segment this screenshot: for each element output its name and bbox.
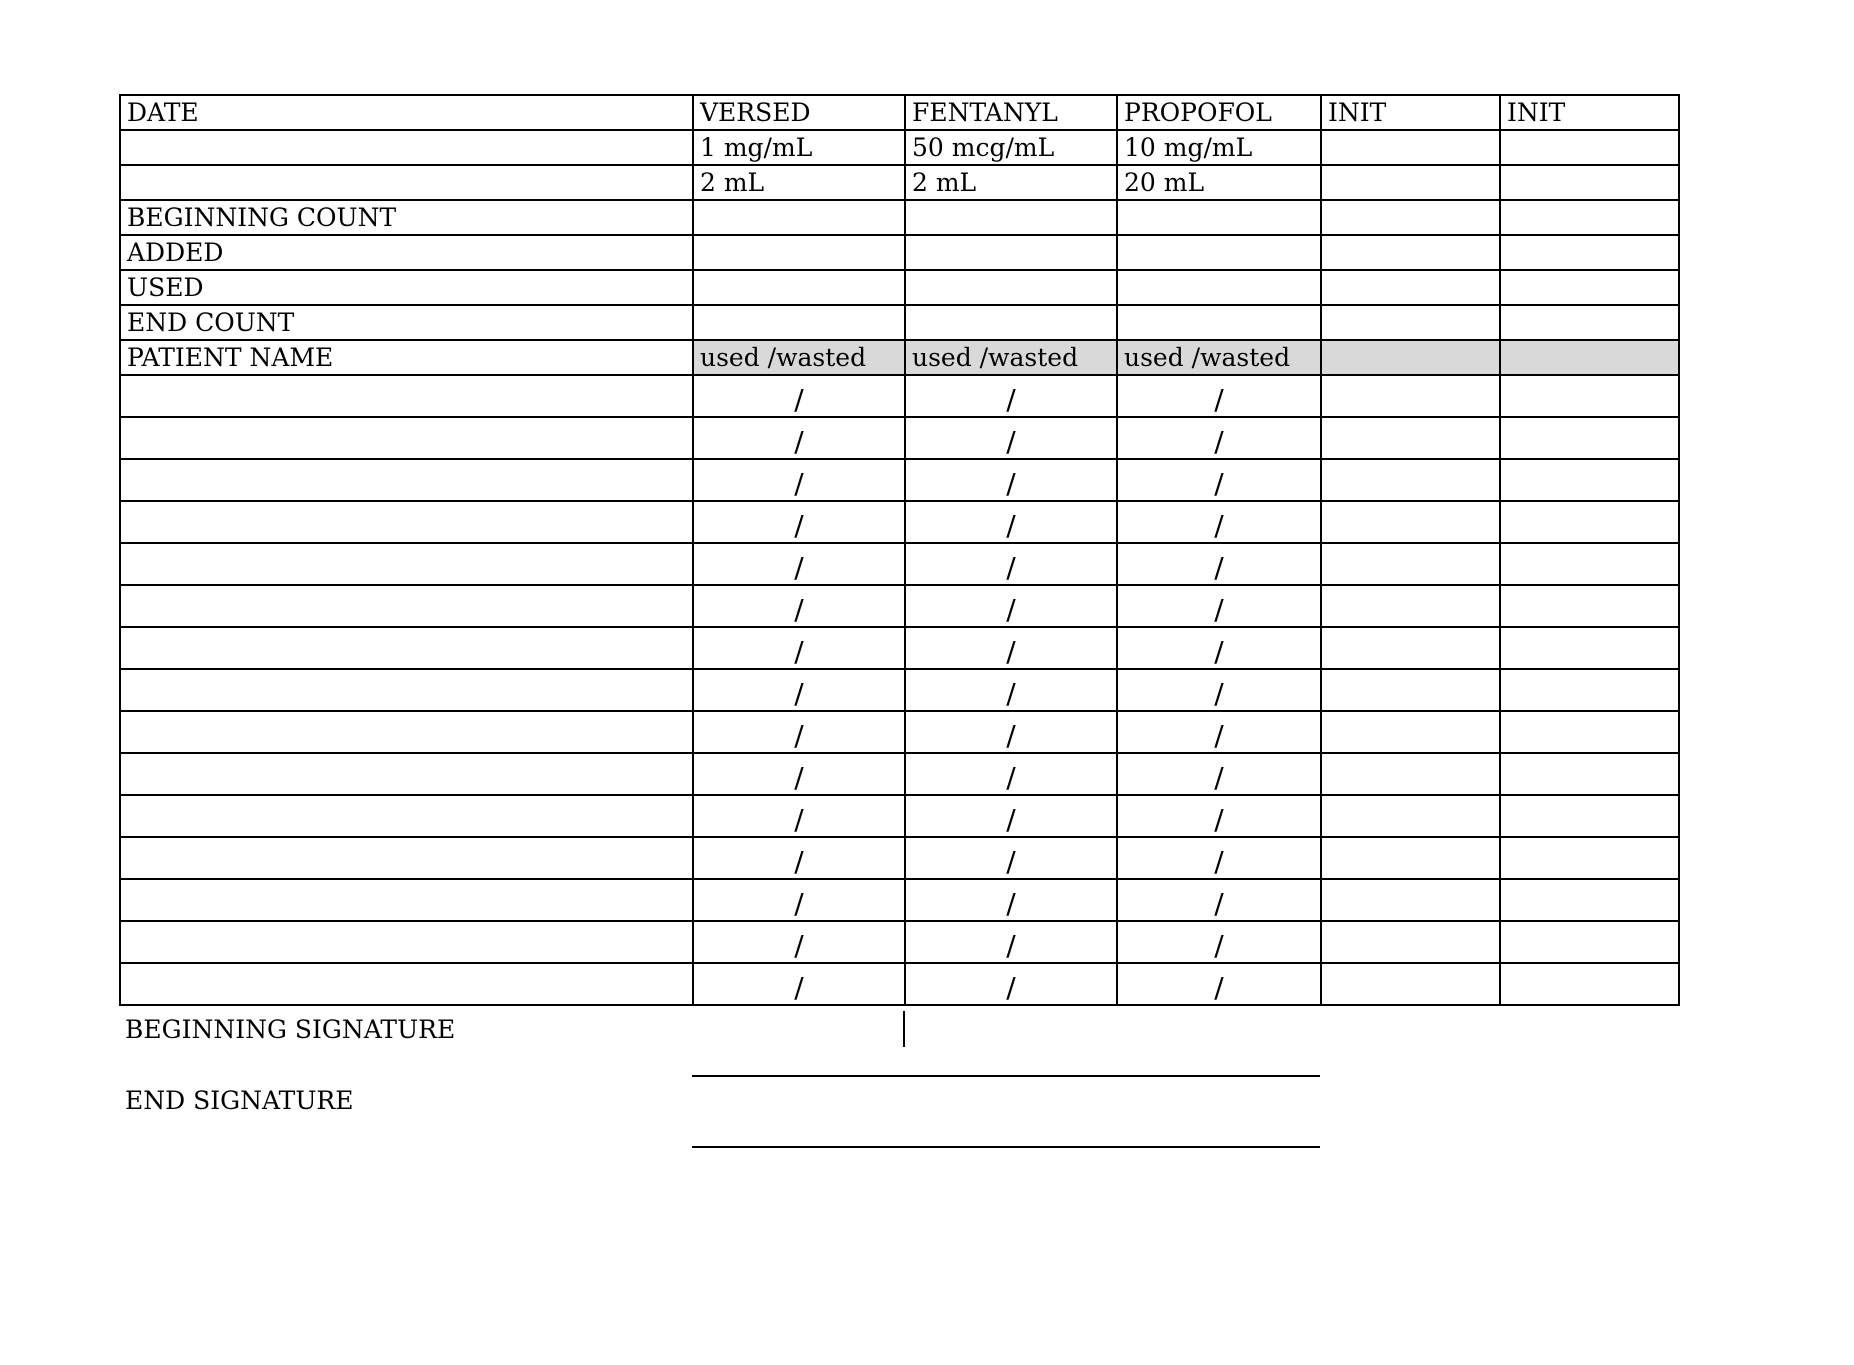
patient-row bbox=[120, 669, 1679, 711]
used-wasted-cell[interactable]: / bbox=[1117, 459, 1321, 501]
used-wasted-header-propofol: used /wasted bbox=[1117, 340, 1321, 375]
patient-name-cell[interactable] bbox=[120, 711, 693, 753]
init-cell[interactable] bbox=[1321, 501, 1500, 543]
used-wasted-cell[interactable]: / bbox=[1117, 879, 1321, 921]
patient-name-cell[interactable] bbox=[120, 669, 693, 711]
patient-name-cell[interactable] bbox=[120, 501, 693, 543]
patient-name-label: PATIENT NAME bbox=[120, 340, 693, 375]
patient-name-cell[interactable] bbox=[120, 627, 693, 669]
init-cell[interactable] bbox=[1321, 837, 1500, 879]
init-header-cell bbox=[1500, 340, 1679, 375]
patient-name-cell[interactable] bbox=[120, 543, 693, 585]
used-wasted-cell[interactable]: / bbox=[905, 585, 1117, 627]
init-cell[interactable] bbox=[1321, 235, 1500, 270]
volume-propofol: 20 mL bbox=[1117, 165, 1321, 200]
count-label: ADDED bbox=[120, 235, 693, 270]
drug-name-fentanyl: FENTANYL bbox=[905, 95, 1117, 130]
patient-name-cell[interactable] bbox=[120, 921, 693, 963]
init-header-cell bbox=[1321, 340, 1500, 375]
count-row-beginning bbox=[120, 200, 1679, 235]
init-cell[interactable] bbox=[1321, 879, 1500, 921]
patient-row bbox=[120, 459, 1679, 501]
count-cell[interactable] bbox=[905, 270, 1117, 305]
used-wasted-cell[interactable]: / bbox=[1117, 627, 1321, 669]
patient-name-cell[interactable] bbox=[120, 375, 693, 417]
used-wasted-cell[interactable]: / bbox=[693, 627, 905, 669]
init-cell[interactable] bbox=[1321, 963, 1500, 1005]
init-cell[interactable] bbox=[1321, 711, 1500, 753]
used-wasted-cell[interactable]: / bbox=[693, 375, 905, 417]
used-wasted-cell[interactable]: / bbox=[693, 417, 905, 459]
patient-name-cell[interactable] bbox=[120, 753, 693, 795]
narcotic-count-sheet bbox=[119, 94, 1680, 1006]
patient-name-cell[interactable] bbox=[120, 879, 693, 921]
patient-name-cell[interactable] bbox=[120, 963, 693, 1005]
concentration-row bbox=[120, 130, 1679, 165]
init-label-2: INIT bbox=[1500, 95, 1679, 130]
used-wasted-cell[interactable]: / bbox=[693, 963, 905, 1005]
volume-fentanyl: 2 mL bbox=[905, 165, 1117, 200]
patient-name-cell[interactable] bbox=[120, 795, 693, 837]
used-wasted-cell[interactable]: / bbox=[693, 921, 905, 963]
concentration-versed: 1 mg/mL bbox=[693, 130, 905, 165]
count-cell[interactable] bbox=[693, 270, 905, 305]
count-cell[interactable] bbox=[693, 305, 905, 340]
patient-header-row bbox=[120, 340, 1679, 375]
patient-row bbox=[120, 375, 1679, 417]
used-wasted-cell[interactable]: / bbox=[905, 711, 1117, 753]
patient-row bbox=[120, 963, 1679, 1005]
patient-row bbox=[120, 585, 1679, 627]
patient-row bbox=[120, 627, 1679, 669]
used-wasted-header-versed: used /wasted bbox=[693, 340, 905, 375]
signature-divider bbox=[903, 1011, 905, 1047]
init-cell[interactable] bbox=[1500, 543, 1679, 585]
init-cell[interactable] bbox=[1321, 459, 1500, 501]
init-cell[interactable] bbox=[1500, 879, 1679, 921]
count-cell[interactable] bbox=[1117, 305, 1321, 340]
used-wasted-cell[interactable]: / bbox=[693, 501, 905, 543]
count-cell[interactable] bbox=[905, 235, 1117, 270]
count-label: USED bbox=[120, 270, 693, 305]
patient-name-cell[interactable] bbox=[120, 417, 693, 459]
init-cell[interactable] bbox=[1500, 627, 1679, 669]
init-cell[interactable] bbox=[1500, 459, 1679, 501]
date-field[interactable] bbox=[120, 130, 693, 165]
used-wasted-header-fentanyl: used /wasted bbox=[905, 340, 1117, 375]
used-wasted-cell[interactable]: / bbox=[905, 627, 1117, 669]
used-wasted-cell[interactable]: / bbox=[693, 543, 905, 585]
init-cell[interactable] bbox=[1500, 165, 1679, 200]
init-cell[interactable] bbox=[1321, 585, 1500, 627]
count-label: BEGINNING COUNT bbox=[120, 200, 693, 235]
used-wasted-cell[interactable]: / bbox=[1117, 585, 1321, 627]
init-cell[interactable] bbox=[1321, 543, 1500, 585]
used-wasted-cell[interactable]: / bbox=[693, 669, 905, 711]
used-wasted-cell[interactable]: / bbox=[905, 963, 1117, 1005]
used-wasted-cell[interactable]: / bbox=[1117, 543, 1321, 585]
drug-name-versed: VERSED bbox=[693, 95, 905, 130]
count-cell[interactable] bbox=[905, 200, 1117, 235]
patient-row bbox=[120, 753, 1679, 795]
used-wasted-cell[interactable]: / bbox=[693, 459, 905, 501]
count-row-added bbox=[120, 235, 1679, 270]
init-cell[interactable] bbox=[1321, 130, 1500, 165]
count-row-end bbox=[120, 305, 1679, 340]
init-cell[interactable] bbox=[1500, 200, 1679, 235]
init-cell[interactable] bbox=[1500, 963, 1679, 1005]
patient-name-cell[interactable] bbox=[120, 585, 693, 627]
count-row-used bbox=[120, 270, 1679, 305]
count-cell[interactable] bbox=[693, 235, 905, 270]
beginning-signature-label: BEGINNING SIGNATURE bbox=[125, 1015, 456, 1044]
patient-row bbox=[120, 543, 1679, 585]
init-cell[interactable] bbox=[1500, 837, 1679, 879]
concentration-propofol: 10 mg/mL bbox=[1117, 130, 1321, 165]
patient-row bbox=[120, 795, 1679, 837]
used-wasted-cell[interactable]: / bbox=[905, 375, 1117, 417]
drug-name-row bbox=[120, 95, 1679, 130]
used-wasted-cell[interactable]: / bbox=[1117, 837, 1321, 879]
used-wasted-cell[interactable]: / bbox=[905, 921, 1117, 963]
used-wasted-cell[interactable]: / bbox=[693, 585, 905, 627]
count-label: END COUNT bbox=[120, 305, 693, 340]
beginning-signature-line[interactable] bbox=[692, 1075, 1320, 1077]
patient-row bbox=[120, 921, 1679, 963]
date-label: DATE bbox=[120, 95, 693, 130]
used-wasted-cell[interactable]: / bbox=[1117, 417, 1321, 459]
used-wasted-cell[interactable]: / bbox=[693, 837, 905, 879]
used-wasted-cell[interactable]: / bbox=[905, 669, 1117, 711]
init-cell[interactable] bbox=[1500, 711, 1679, 753]
init-cell[interactable] bbox=[1500, 270, 1679, 305]
used-wasted-cell[interactable]: / bbox=[905, 795, 1117, 837]
count-cell[interactable] bbox=[905, 305, 1117, 340]
used-wasted-cell[interactable]: / bbox=[693, 711, 905, 753]
init-cell[interactable] bbox=[1321, 270, 1500, 305]
count-cell[interactable] bbox=[693, 200, 905, 235]
used-wasted-cell[interactable]: / bbox=[693, 753, 905, 795]
used-wasted-cell[interactable]: / bbox=[905, 501, 1117, 543]
init-cell[interactable] bbox=[1500, 795, 1679, 837]
used-wasted-cell[interactable]: / bbox=[1117, 963, 1321, 1005]
init-cell[interactable] bbox=[1321, 795, 1500, 837]
blank-cell bbox=[120, 165, 693, 200]
drug-name-propofol: PROPOFOL bbox=[1117, 95, 1321, 130]
count-cell[interactable] bbox=[1117, 200, 1321, 235]
used-wasted-cell[interactable]: / bbox=[1117, 753, 1321, 795]
count-cell[interactable] bbox=[1117, 235, 1321, 270]
init-label-1: INIT bbox=[1321, 95, 1500, 130]
used-wasted-cell[interactable]: / bbox=[905, 417, 1117, 459]
used-wasted-cell[interactable]: / bbox=[905, 879, 1117, 921]
init-cell[interactable] bbox=[1321, 200, 1500, 235]
init-cell[interactable] bbox=[1321, 921, 1500, 963]
volume-row bbox=[120, 165, 1679, 200]
init-cell[interactable] bbox=[1500, 417, 1679, 459]
patient-row bbox=[120, 711, 1679, 753]
init-cell[interactable] bbox=[1500, 585, 1679, 627]
used-wasted-cell[interactable]: / bbox=[1117, 921, 1321, 963]
patient-row bbox=[120, 417, 1679, 459]
init-cell[interactable] bbox=[1500, 921, 1679, 963]
patient-row bbox=[120, 879, 1679, 921]
init-cell[interactable] bbox=[1321, 669, 1500, 711]
used-wasted-cell[interactable]: / bbox=[1117, 711, 1321, 753]
used-wasted-cell[interactable]: / bbox=[1117, 669, 1321, 711]
init-cell[interactable] bbox=[1321, 375, 1500, 417]
used-wasted-cell[interactable]: / bbox=[1117, 501, 1321, 543]
init-cell[interactable] bbox=[1500, 753, 1679, 795]
used-wasted-cell[interactable]: / bbox=[693, 795, 905, 837]
init-cell[interactable] bbox=[1321, 417, 1500, 459]
end-signature-label: END SIGNATURE bbox=[125, 1086, 354, 1115]
init-cell[interactable] bbox=[1500, 305, 1679, 340]
used-wasted-cell[interactable]: / bbox=[905, 753, 1117, 795]
patient-row bbox=[120, 501, 1679, 543]
init-cell[interactable] bbox=[1500, 235, 1679, 270]
init-cell[interactable] bbox=[1321, 165, 1500, 200]
used-wasted-cell[interactable]: / bbox=[1117, 375, 1321, 417]
patient-name-cell[interactable] bbox=[120, 459, 693, 501]
init-cell[interactable] bbox=[1321, 305, 1500, 340]
volume-versed: 2 mL bbox=[693, 165, 905, 200]
used-wasted-cell[interactable]: / bbox=[905, 459, 1117, 501]
init-cell[interactable] bbox=[1500, 669, 1679, 711]
init-cell[interactable] bbox=[1321, 753, 1500, 795]
used-wasted-cell[interactable]: / bbox=[693, 879, 905, 921]
end-signature-line[interactable] bbox=[692, 1146, 1320, 1148]
used-wasted-cell[interactable]: / bbox=[1117, 795, 1321, 837]
patient-name-cell[interactable] bbox=[120, 837, 693, 879]
used-wasted-cell[interactable]: / bbox=[905, 837, 1117, 879]
init-cell[interactable] bbox=[1500, 130, 1679, 165]
init-cell[interactable] bbox=[1500, 375, 1679, 417]
patient-row bbox=[120, 837, 1679, 879]
init-cell[interactable] bbox=[1500, 501, 1679, 543]
init-cell[interactable] bbox=[1321, 627, 1500, 669]
concentration-fentanyl: 50 mcg/mL bbox=[905, 130, 1117, 165]
count-cell[interactable] bbox=[1117, 270, 1321, 305]
used-wasted-cell[interactable]: / bbox=[905, 543, 1117, 585]
